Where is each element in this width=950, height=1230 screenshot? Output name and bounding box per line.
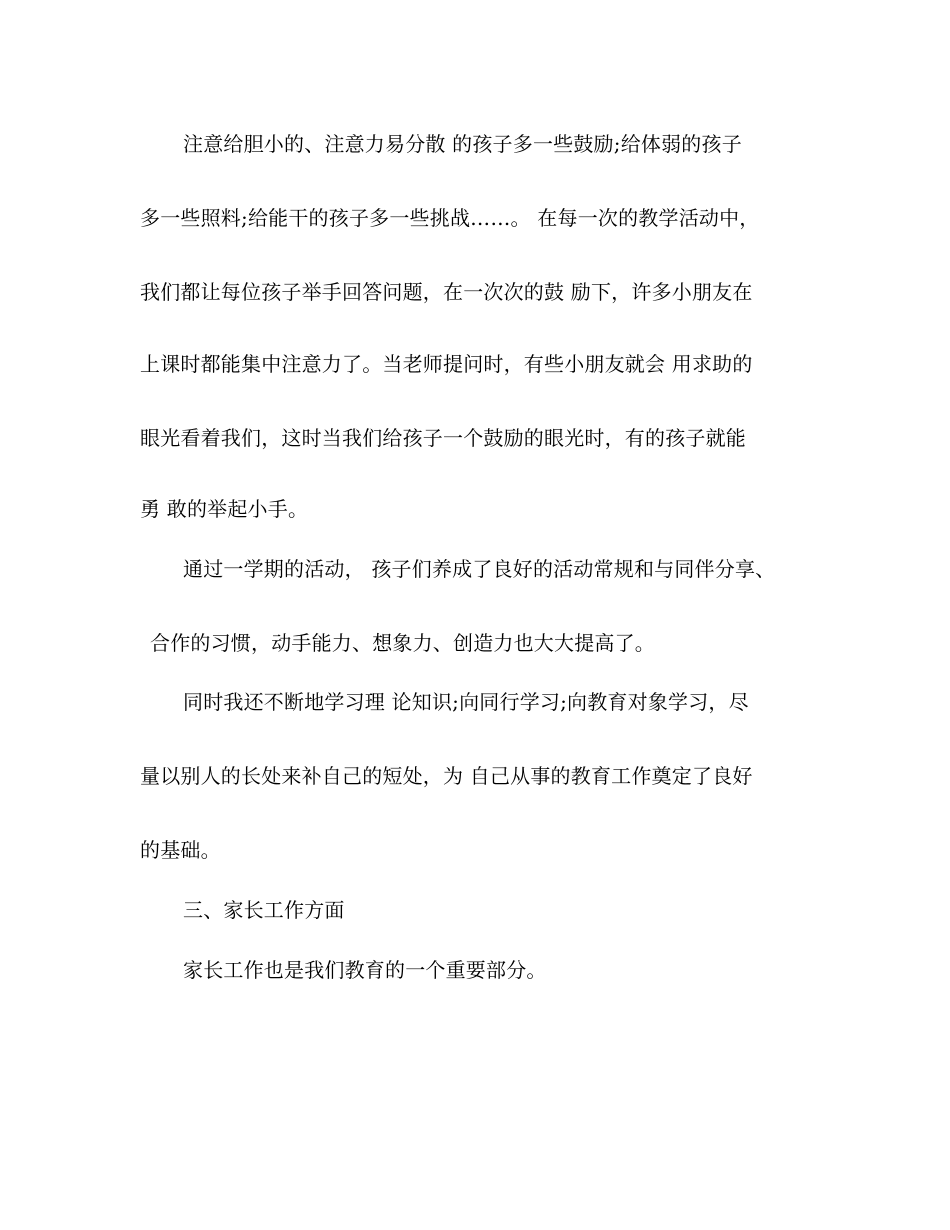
paragraph-line: 注意给胆小的、注意力易分散 的孩子多一些鼓励;给体弱的孩子 <box>183 132 742 156</box>
paragraph-line: 家长工作也是我们教育的一个重要部分。 <box>183 958 547 982</box>
paragraph-line: 合作的习惯，动手能力、想象力、创造力也大大提高了。 <box>150 631 655 655</box>
paragraph-line: 眼光看着我们，这时当我们给孩子一个鼓励的眼光时，有的孩子就能 <box>140 426 746 450</box>
paragraph-line: 的基础。 <box>140 838 221 862</box>
paragraph-line: 同时我还不断地学习理 论知识;向同行学习;向教育对象学习，尽 <box>183 690 749 714</box>
paragraph-line: 勇 敢的举起小手。 <box>140 497 309 521</box>
paragraph-line: 多一些照料;给能干的孩子多一些挑战……。 在每一次的教学活动中， <box>140 206 760 230</box>
paragraph-line: 量以别人的长处来补自己的短处，为 自己从事的教育工作奠定了良好 <box>140 764 753 788</box>
section-heading: 三、家长工作方面 <box>183 898 345 922</box>
paragraph-line: 我们都让每位孩子举手回答问题，在一次次的鼓 励下，许多小朋友在 <box>140 280 753 304</box>
paragraph-line: 上课时都能集中注意力了。当老师提问时，有些小朋友就会 用求助的 <box>140 352 753 376</box>
paragraph-line: 通过一学期的活动， 孩子们养成了良好的活动常规和与同伴分享、 <box>183 557 776 581</box>
